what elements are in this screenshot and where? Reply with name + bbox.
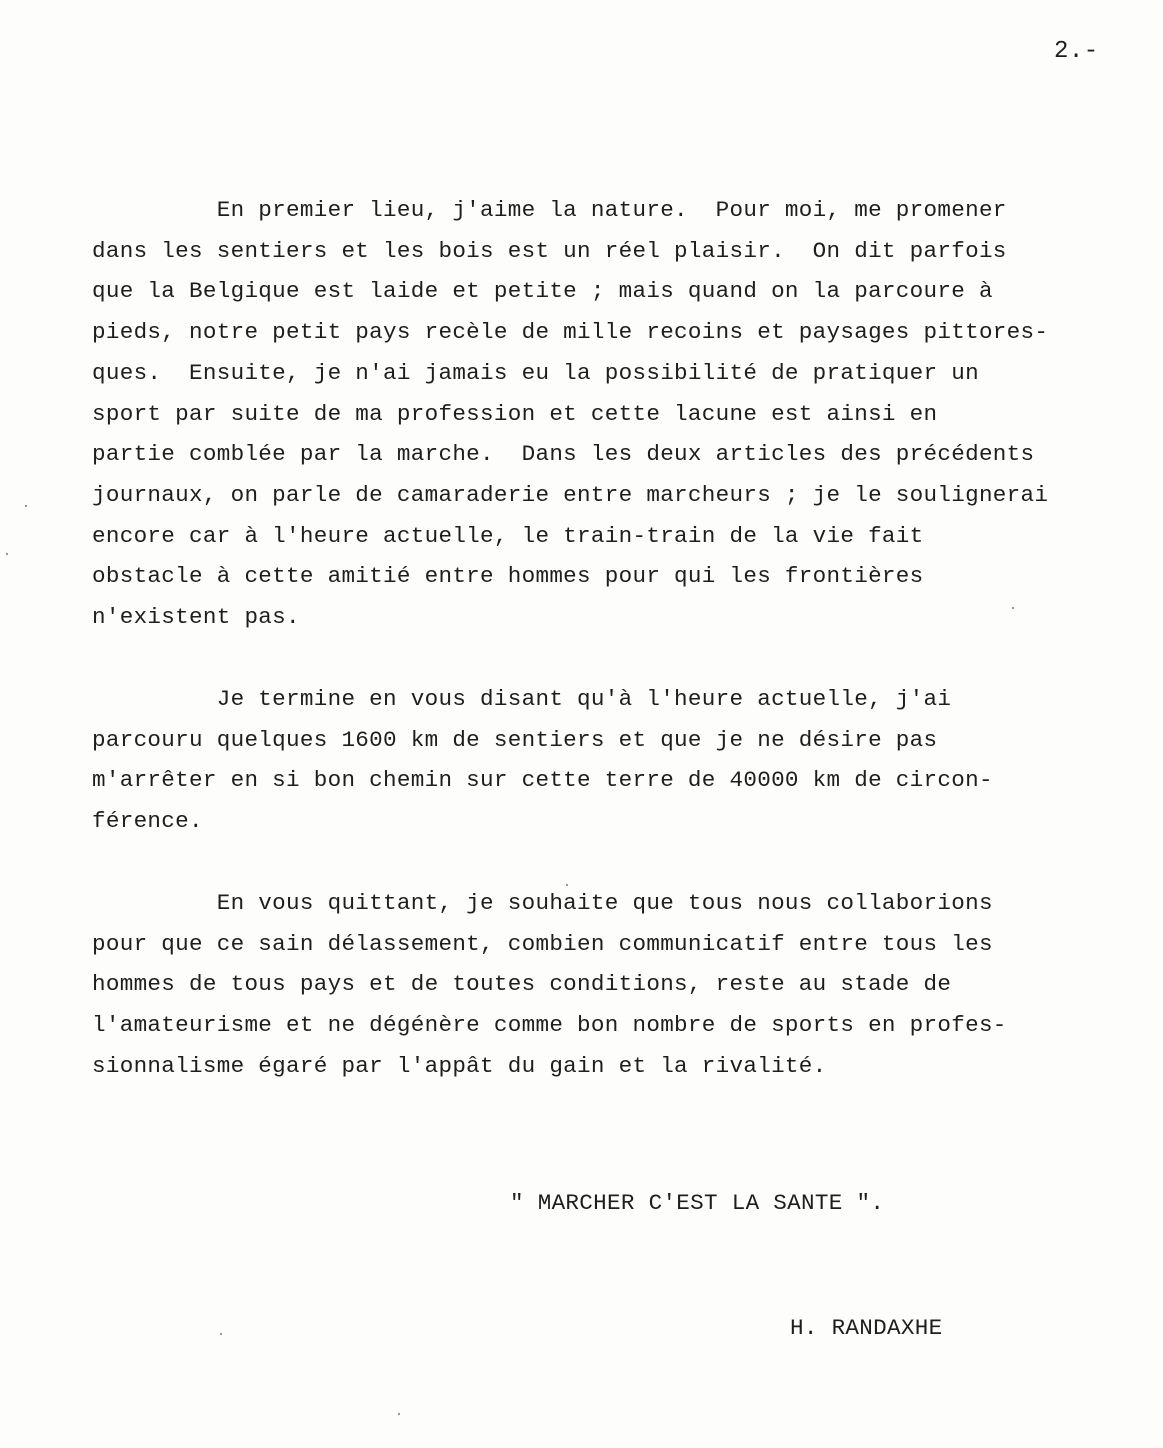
- text-line: encore car à l'heure actuelle, le train-train de la vie fait: [92, 522, 924, 549]
- text-line: hommes de tous pays et de toutes conditions, reste au stade de: [92, 971, 952, 998]
- text-line: pour que ce sain délassement, combien communicatif entre tous les: [92, 930, 993, 957]
- text-line: sionnalisme égaré par l'appât du gain et la rivalité.: [92, 1052, 827, 1079]
- text-line: n'existent pas.: [92, 604, 300, 631]
- text-line: dans les sentiers et les bois est un réel plaisir. On dit parfois: [92, 237, 1007, 264]
- text-line: pieds, notre petit pays recèle de mille recoins et paysages pittores-: [92, 319, 1049, 346]
- motto: " MARCHER C'EST LA SANTE ".: [510, 1190, 885, 1216]
- paragraph-closing: [92, 883, 1007, 1087]
- text-line: obstacle à cette amitié entre hommes pour qui les frontières: [92, 563, 924, 590]
- text-line: sport par suite de ma profession et cette lacune est ainsi en: [92, 400, 938, 427]
- signature: H. RANDAXHE: [790, 1315, 943, 1341]
- text-line: l'amateurisme et ne dégénère comme bon nombre de sports en profes-: [92, 1012, 1007, 1039]
- text-line: journaux, on parle de camaraderie entre marcheurs ; je le soulignerai: [92, 481, 1049, 508]
- scan-speck: [6, 553, 8, 555]
- text-line: Je termine en vous disant qu'à l'heure actuelle, j'ai: [92, 686, 952, 712]
- text-line: En vous quittant, je souhaite que tous nous collaborions: [92, 890, 993, 916]
- scan-speck: [25, 505, 27, 507]
- paragraph-distance: [92, 679, 993, 842]
- text-line: En premier lieu, j'aime la nature. Pour moi, me promener: [92, 197, 1007, 223]
- text-line: ques. Ensuite, je n'ai jamais eu la possibilité de pratiquer un: [92, 359, 979, 386]
- text-line: partie comblée par la marche. Dans les deux articles des précédents: [92, 441, 1035, 468]
- scan-speck: [398, 1413, 400, 1415]
- text-line: m'arrêter en si bon chemin sur cette terre de 40000 km de circon-: [92, 767, 993, 794]
- scan-speck: [566, 884, 568, 886]
- text-line: que la Belgique est laide et petite ; mais quand on la parcoure à: [92, 278, 993, 305]
- text-line: férence.: [92, 808, 203, 835]
- paragraph-nature: [92, 190, 1048, 638]
- scan-speck: [220, 1333, 222, 1335]
- scan-speck: [1012, 607, 1014, 609]
- text-line: parcouru quelques 1600 km de sentiers et que je ne désire pas: [92, 726, 938, 753]
- page-number: 2.-: [1054, 38, 1099, 65]
